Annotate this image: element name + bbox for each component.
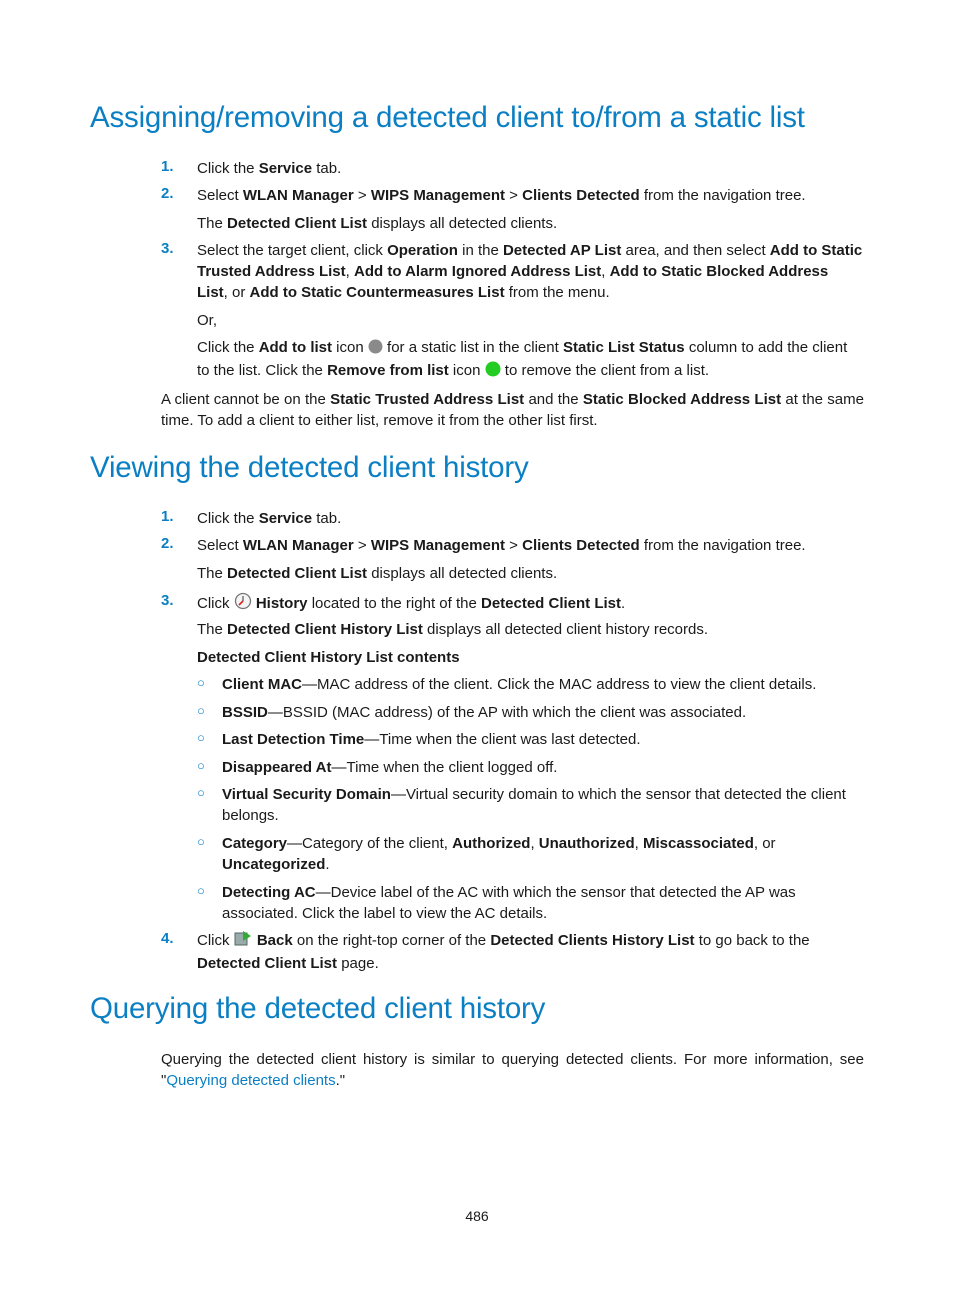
add-to-list-icon [368, 339, 383, 360]
step-text: Click the Service tab. [197, 510, 342, 527]
step-text: Select WLAN Manager > WIPS Management > Clients Detected from the navigation tree. [197, 187, 806, 204]
step-subtext: The Detected Client List displays all detected clients. [197, 215, 558, 232]
bullet-marker: ○ [197, 785, 205, 800]
step-number: 2. [161, 535, 174, 552]
step-subtext: The Detected Client List displays all detected clients. [197, 565, 558, 582]
step-text: Select WLAN Manager > WIPS Management > Clients Detected from the navigation tree. [197, 537, 806, 554]
bullet-marker: ○ [197, 883, 205, 898]
section-title-viewing: Viewing the detected client history [90, 451, 529, 484]
list-item: Last Detection Time—Time when the client was last detected. [222, 731, 641, 748]
list-item: BSSID—BSSID (MAC address) of the AP with which the client was associated. [222, 704, 747, 721]
section-title-assigning: Assigning/removing a detected client to/from a static list [90, 101, 805, 134]
step-number: 1. [161, 508, 174, 525]
step-text: Click History located to the right of the Detected Client List. [197, 592, 863, 616]
step-text: Click the Service tab. [197, 160, 342, 177]
remove-from-list-icon [485, 361, 501, 383]
page-number: 486 [465, 1208, 489, 1224]
or-text: Or, [197, 312, 218, 329]
bullet-marker: ○ [197, 834, 205, 849]
history-icon [234, 592, 252, 616]
note-paragraph: A client cannot be on the Static Trusted Address List and the Static Blocked Address List at the same time. To add a client to either list, remove it from the other list first. [161, 391, 864, 429]
list-item: Disappeared At—Time when the client logged off. [222, 759, 558, 776]
contents-heading: Detected Client History List contents [197, 649, 460, 666]
section-title-querying: Querying the detected client history [90, 992, 546, 1025]
list-item: Category—Category of the client, Authorized, Unauthorized, Miscassociated, or Uncategorized. [222, 835, 776, 873]
list-item: Virtual Security Domain—Virtual security domain to which the sensor that detected the client belongs. [222, 786, 846, 824]
bullet-marker: ○ [197, 703, 205, 718]
click-instruction: Click the Add to list icon for a static list in the client Static List Status column to add the client to the list. Click the Remove from list icon to remove the client from a list. [197, 337, 863, 383]
step-number: 4. [161, 930, 174, 947]
querying-detected-clients-link[interactable]: Querying detected clients [166, 1072, 336, 1089]
list-item: Detecting AC—Device label of the AC with which the sensor that detected the AP was associated. Click the label to view the AC details. [222, 884, 796, 922]
step-subtext: The Detected Client History List displays all detected client history records. [197, 621, 709, 638]
list-item: Client MAC—MAC address of the client. Click the MAC address to view the client details. [222, 676, 817, 693]
back-icon [234, 930, 253, 953]
step-number: 3. [161, 592, 174, 609]
bullet-marker: ○ [197, 758, 205, 773]
step-number: 2. [161, 185, 174, 202]
step-number: 1. [161, 158, 174, 175]
querying-paragraph: Querying the detected client history is similar to querying detected clients. For more information, see "Querying detected clients." [161, 1051, 864, 1089]
step-text: Select the target client, click Operation in the Detected AP List area, and then select Add to Static Trusted Address List, Add to Alarm Ignored Address List, Add to Static Blocked Address List, or Add to Static Countermeasures List from the menu. [197, 242, 863, 301]
bullet-marker: ○ [197, 675, 205, 690]
step-text: Click Back on the right-top corner of the Detected Clients History List to go back to the Detected Client List page. [197, 932, 810, 972]
step-number: 3. [161, 240, 174, 257]
bullet-marker: ○ [197, 730, 205, 745]
